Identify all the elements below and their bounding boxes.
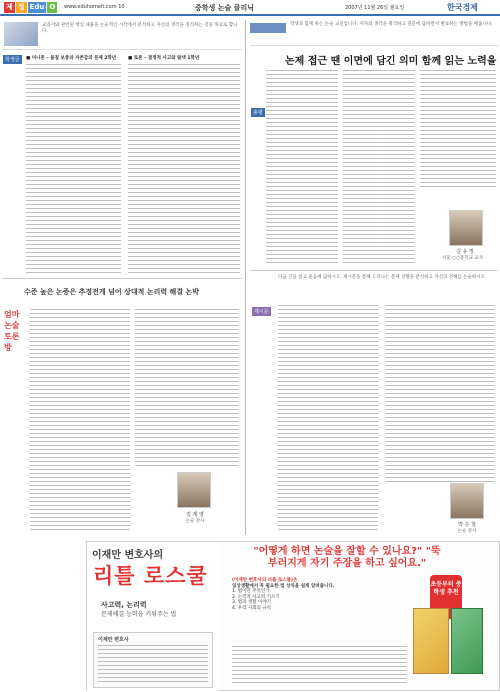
topic-line-2: ■ 토론 – 결정적 사고와 탐색 1학년 [128,56,200,61]
ad-description-text [232,646,407,686]
column-divider [245,20,246,535]
review-tag: 총평 [253,110,263,116]
logo-part-1: 제 [6,3,13,11]
right-intro-box [250,20,498,46]
article-text-col-3 [420,70,496,190]
mom-debate-badge [4,309,26,369]
logo-part-2: 경 [17,3,25,11]
left-intro-box [2,20,242,50]
left-column-text-2 [128,64,240,274]
author-role: 서울 ○○중학교 교사 [441,256,484,261]
ad-feature-list [232,578,382,611]
ad-author-box-title: 이재만 변호사 [98,637,129,643]
bottom-left-section [2,278,242,536]
passage-tag: 제시문 [254,309,269,315]
writer-name-right: 박 은 철 [458,522,476,528]
issue-date: 2007년 11월 26일 월요일 [345,5,405,11]
logo-part-4: O [49,3,56,11]
left-intro-text: 교과서와 관련된 핵심 내용을 논술적인 시각에서 분석하고 자신의 생각을 정리하는 것을 목표로 합니다. [42,23,238,34]
ad-top-line: 이재만 변호사의 [92,550,164,561]
writer-name-bottom: 김 계 영 [186,512,204,518]
ad-list-item: 4. 우리 사회의 규칙 [232,605,272,611]
author-name: 김 유 정 [456,249,474,255]
bottom-right-section [250,270,498,536]
book-cover-image-2[interactable] [451,608,483,674]
left-column-text-1 [26,64,121,274]
writer-photo-bottom [177,472,211,508]
mom-debate-label: 엄마 논술 토론방 [4,310,20,352]
page-url: www.eduhomeit.com 10 [64,4,125,10]
book-cover-image[interactable] [413,608,449,674]
ad-left-panel [87,542,219,692]
ad-product-name: 리틀 로스쿨 [93,564,208,588]
right-intro-text: 학생과 함께 하는 논술 교실입니다. 저자의 생각을 정리하고 질문에 답하면서 발표하는 방법을 배웁니다. [290,22,493,27]
article-title: 논제 접근 땐 이면에 담긴 의미 함께 읽는 노력을 [285,56,497,67]
ad-list-item: 1. 법이란 무엇인가 [232,589,270,594]
ad-author-box [93,632,213,688]
book-advertisement[interactable] [86,541,500,691]
article-text-col-1 [266,70,338,265]
topic-line-1: ■ 미니톤 – 물질 보충과 자존감의 문제 2학년 [26,56,117,61]
writer-role-bottom: 논술 강사 [185,519,205,524]
ad-list-item: 2. 논리적 사고력 기르기 [232,594,280,600]
writer-photo-right [450,483,484,519]
ad-author-box-text [98,645,208,685]
recommend-badge: 초등부터 중학생 추천 [430,575,462,619]
ad-list-item: (이재만 변호사의 리틀 로스쿨)은 [232,578,298,583]
ad-list-item: 3. 법과 생활 이야기 [232,600,272,605]
newspaper-brand: 한국경제 [447,2,478,12]
bottom-left-text-1 [30,309,130,531]
student-writing-tag: 학생글 [5,57,20,63]
masthead [0,0,500,16]
bottom-left-headline: 수준 높은 논증은 추정전개 넘어 상대적 논리력 해결 논박 [24,288,200,296]
bottom-right-text-1 [278,305,378,531]
article-text-col-2 [343,70,415,265]
writer-role-right: 논술 강사 [457,529,477,534]
logo-part-3: Edu [29,3,45,11]
ad-quote: "어떻게 하면 논술을 잘할 수 있나요?" "뚝 부러지게 자기 주장을 하고 싶어요." [253,546,441,569]
ad-sub-2: 문제해결 능력을 키워주는 법 [101,611,177,618]
bottom-left-text-2 [135,309,239,467]
writer-photo [4,22,38,46]
right-intro-tag [250,23,286,33]
ad-sub-1: 사고력, 논리력 [101,601,147,609]
bottom-right-lead: 다음 글을 읽고 물음에 답하시오. 제시문을 통해 드러나는 문제 상황을 분석하고 자신의 견해를 논술하시오. [278,275,487,280]
section-title: 중학생 논술 클리닉 [195,4,254,12]
ad-list-item: 일상생활에서 꼭 필요한 법 상식을 쉽게 알려줍니다. [232,583,335,589]
bottom-right-text-2 [385,305,495,483]
author-photo [449,210,483,246]
section-logo [4,2,57,13]
